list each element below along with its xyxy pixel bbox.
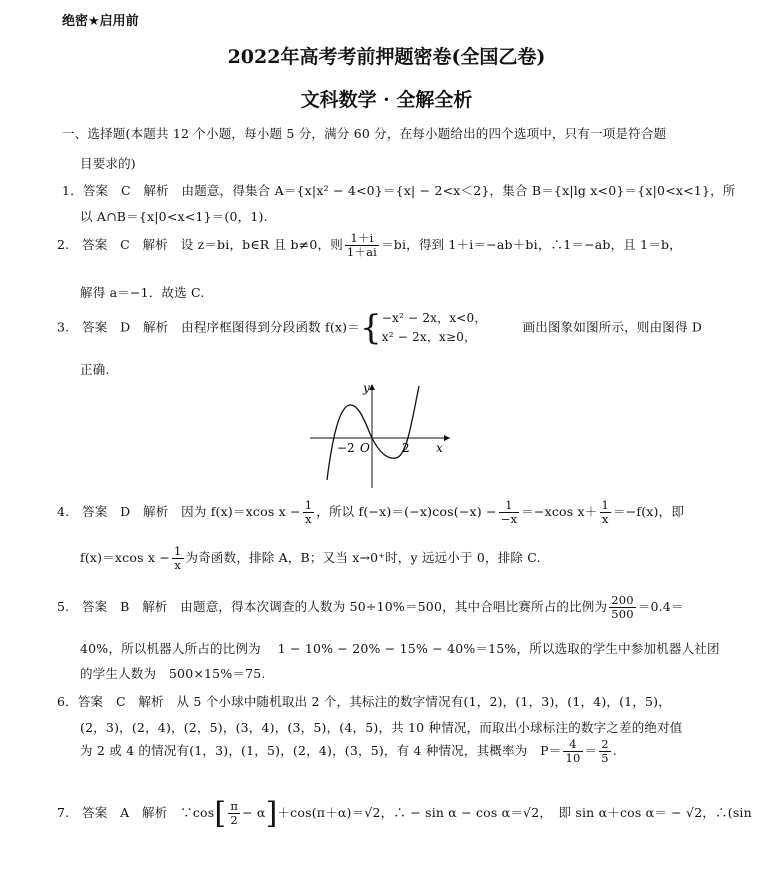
section-heading-line1: 一、选择题(本题共 12 个小题，每小题 5 分，满分 60 分，在每小题给出的四个选项中，只有一项是符合题 — [62, 126, 667, 141]
q4-text-pre: 4. 答案 D 解析 因为 f(x)＝xcos x − — [57, 504, 301, 520]
q1-line2: 以 A∩B＝{x|0<x<1}＝(0，1). — [80, 209, 268, 224]
q5-fraction: $\frac{200}{500}$ — [611, 593, 634, 622]
q3-line2: 正确. — [80, 362, 110, 377]
q2-text-post: ＝bi，得到 1＋i＝−ab＋bi，∴1＝−ab，且 1＝b， — [381, 237, 682, 253]
q4-text-post: ＝−f(x)，即 — [613, 504, 685, 520]
x-axis-arrow — [444, 435, 450, 441]
q6-line3 — [80, 738, 617, 765]
q5-text-pre: 5. 答案 B 解析 由题意，得本次调查的人数为 50÷10%＝500，其中合唱比赛所占的比例为 — [57, 599, 608, 615]
q7-bracket-right: ] — [265, 796, 278, 831]
q6-text-post: . — [612, 743, 617, 759]
function-graph — [305, 380, 455, 490]
q4-line2-post: 为奇函数，排除 A，B；又当 x→0⁺时，y 远远小于 0，排除 C. — [185, 550, 541, 566]
y-axis-label: y — [363, 381, 370, 395]
q3-text-post: 画出图象如图所示，则由图得 D — [522, 319, 703, 335]
q3-piecewise: −x² − 2x，x<0， x² − 2x，x≥0， — [381, 311, 487, 345]
q7-text-post: ＋cos(π＋α)＝√2，∴ − sin α − cos α＝√2， 即 sin α＋cos α＝ − √2，∴(sin — [277, 805, 752, 820]
q7-text-pre: 7. 答案 A 解析 ∵cos — [57, 805, 215, 820]
q6-equals: ＝ — [584, 743, 598, 759]
q6-line2: (2，3)，(2，4)，(2，5)，(3，4)，(3，5)，(4，5)，共 10 种情况，而取出小球标注的数字之差的绝对值 — [80, 720, 683, 735]
pos-tick-label: 2 — [402, 441, 410, 455]
q7-line1 — [57, 796, 752, 831]
q4-fraction-3: $\frac{1}{x}$ — [601, 498, 610, 527]
q5-line2: 40%，所以机器人所占的比例为 1 − 10% − 20% − 15% − 40%＝15%，所以选取的学生中参加机器人社团 — [80, 641, 720, 656]
q3-text-pre: 3. 答案 D 解析 由程序框图得到分段函数 f(x)＝ — [57, 319, 360, 335]
q5-line3: 的学生人数为 500×15%＝75. — [80, 666, 266, 681]
neg-tick-label: −2 — [337, 441, 355, 455]
section-heading-line2: 目要求的) — [80, 156, 136, 171]
q2-fraction: $\frac{1+i}{1+ai}$ — [346, 231, 378, 260]
q7-inner-fraction: $\frac{\pi}{2}$ — [230, 798, 239, 827]
q7-bracket-left: [ — [214, 796, 227, 831]
q4-line1 — [57, 499, 684, 526]
page-title: 2022年高考考前押题密卷(全国乙卷) — [227, 46, 546, 68]
q4-text-mid2: ＝−xcos x＋ — [521, 504, 598, 520]
q6-text-pre: 为 2 或 4 的情况有(1，3)，(1，5)，(2，4)，(3，5)，有 4 种情况，其概率为 P＝ — [80, 743, 562, 759]
q1-line1: 1．答案 C 解析 由题意，得集合 A＝{x|x² − 4<0}＝{x| − 2<x＜2}，集合 B＝{x|lg x<0}＝{x|0<x<1}，所 — [62, 183, 736, 198]
q4-fraction-2: $\frac{1}{-x}$ — [500, 498, 518, 527]
q3-brace: { — [359, 308, 382, 349]
q4-fraction-4: $\frac{1}{x}$ — [174, 544, 182, 573]
q6-line1: 6．答案 C 解析 从 5 个小球中随机取出 2 个，其标注的数字情况有(1，2)，(1，3)，(1，4)，(1，5)， — [57, 694, 671, 709]
page-subtitle: 文科数学 · 全解全析 — [300, 89, 473, 111]
q6-fraction-1: $\frac{4}{10}$ — [565, 737, 581, 766]
q7-inner-post: − α — [242, 805, 266, 820]
x-axis-label: x — [436, 441, 443, 455]
function-curve — [327, 386, 419, 480]
q4-line2 — [80, 545, 541, 572]
q4-line2-pre: f(x)＝xcos x − — [80, 550, 170, 566]
q3-line1 — [57, 309, 702, 347]
q2-line2: 解得 a＝−1．故选 C. — [80, 285, 205, 300]
q5-text-post: ＝0.4＝ — [637, 599, 684, 615]
q2-line1 — [57, 232, 682, 259]
q4-fraction-1: $\frac{1}{x}$ — [304, 498, 313, 527]
confidential-label: 绝密★启用前 — [62, 14, 139, 29]
q5-line1 — [57, 594, 684, 621]
origin-label: O — [360, 441, 370, 455]
y-axis-arrow — [369, 384, 375, 390]
q4-text-mid: ，所以 f(−x)＝(−x)cos(−x) − — [316, 504, 497, 520]
q6-fraction-2: $\frac{2}{5}$ — [601, 737, 609, 766]
q2-text-pre: 2. 答案 C 解析 设 z＝bi，b∈R 且 b≠0，则 — [57, 237, 343, 253]
